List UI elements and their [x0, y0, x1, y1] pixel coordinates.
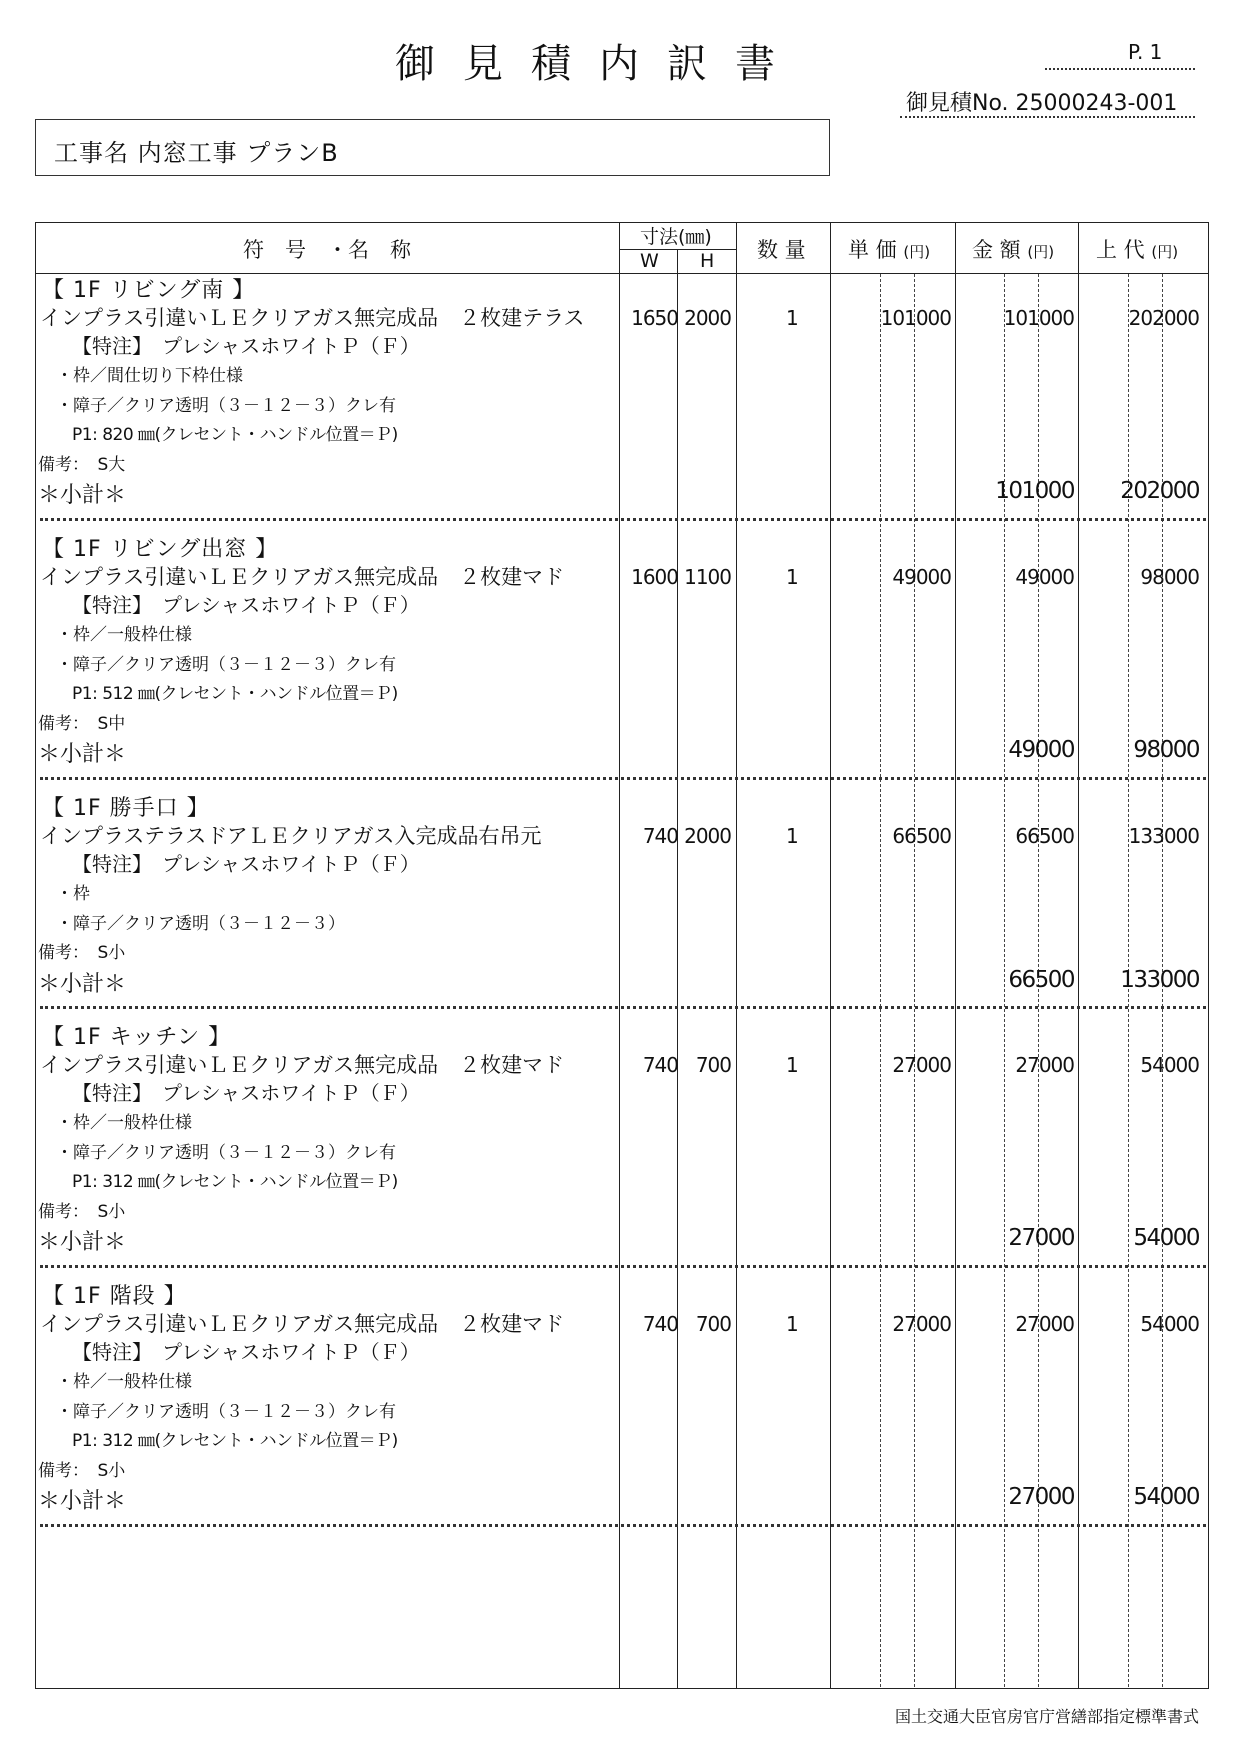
quantity-value: 1 — [786, 1053, 798, 1077]
detail-line: P1: 820 ㎜(クレセント・ハンドル位置＝Ｐ) — [72, 425, 398, 445]
width-value: 740 — [642, 1053, 678, 1077]
product-name: インプラス引違いＬＥクリアガス無完成品 ２枚建マド — [40, 1312, 565, 1336]
amount-value: 49000 — [1015, 565, 1074, 589]
document-title: 御見積内訳書 — [395, 41, 803, 87]
section-location: 【 1F 階段 】 — [42, 1284, 187, 1309]
dims-subheader-divider — [619, 249, 736, 250]
unit-price-value: 49000 — [892, 565, 951, 589]
width-value: 740 — [642, 824, 678, 848]
section-separator — [40, 518, 1206, 521]
page-number: P. 1 — [1128, 40, 1163, 64]
height-value: 1100 — [684, 565, 731, 589]
special-order: 【特注】 プレシャスホワイトＰ（Ｆ） — [72, 1340, 420, 1364]
section-location: 【 1F 勝手口 】 — [42, 796, 210, 821]
subtotal-amount: 27000 — [1008, 1484, 1074, 1510]
list-price-value: 133000 — [1128, 824, 1199, 848]
subtotal-label: ＊小計＊ — [38, 972, 127, 997]
list-price-value: 202000 — [1128, 306, 1199, 330]
subtotal-amount: 27000 — [1008, 1225, 1074, 1251]
product-name: インプラス引違いＬＥクリアガス無完成品 ２枚建マド — [40, 1053, 565, 1077]
detail-line: ・障子／クリア透明（３－１２－３） — [56, 914, 345, 934]
header-h: H — [700, 250, 715, 272]
section-location: 【 1F リビング出窓 】 — [42, 537, 279, 562]
section-separator — [40, 1006, 1206, 1009]
subtotal-list-price: 202000 — [1120, 478, 1199, 504]
list-price-value: 54000 — [1140, 1053, 1199, 1077]
header-name: 符 号 ・名 称 — [243, 238, 411, 262]
section-separator — [40, 1524, 1206, 1527]
subtotal-amount: 49000 — [1008, 737, 1074, 763]
header-w: W — [640, 250, 659, 272]
quantity-value: 1 — [786, 565, 798, 589]
unit-price-value: 27000 — [892, 1312, 951, 1336]
special-order: 【特注】 プレシャスホワイトＰ（Ｆ） — [72, 1081, 420, 1105]
special-order: 【特注】 プレシャスホワイトＰ（Ｆ） — [72, 334, 420, 358]
section-location: 【 1F キッチン 】 — [42, 1025, 232, 1050]
product-name: インプラステラスドアＬＥクリアガス入完成品右吊元 — [40, 824, 542, 848]
col-divider-wh — [677, 250, 678, 1689]
amount-value: 27000 — [1015, 1053, 1074, 1077]
remark: 備考： S中 — [38, 714, 126, 734]
remark: 備考： S小 — [38, 1461, 126, 1481]
header-list-price: 上 代 — [1096, 238, 1145, 262]
detail-line: ・障子／クリア透明（３－１２－３）クレ有 — [56, 1402, 396, 1422]
subtotal-list-price: 54000 — [1133, 1225, 1199, 1251]
quantity-value: 1 — [786, 824, 798, 848]
footer-standard-form: 国土交通大臣官房官庁営繕部指定標準書式 — [894, 1707, 1199, 1726]
width-value: 1650 — [631, 306, 678, 330]
amount-value: 27000 — [1015, 1312, 1074, 1336]
detail-line: P1: 312 ㎜(クレセント・ハンドル位置＝Ｐ) — [72, 1431, 398, 1451]
header-unit-price: 単 価 — [848, 238, 897, 262]
subtotal-label: ＊小計＊ — [38, 742, 127, 767]
remark: 備考： S大 — [38, 455, 126, 475]
amount-value: 66500 — [1015, 824, 1074, 848]
subtotal-amount: 101000 — [995, 478, 1074, 504]
height-value: 2000 — [684, 824, 731, 848]
subtotal-label: ＊小計＊ — [38, 1230, 127, 1255]
amount-value: 101000 — [1003, 306, 1074, 330]
unit-guide-2 — [914, 274, 915, 1687]
unit-price-value: 66500 — [892, 824, 951, 848]
header-amount-yen: (円) — [1027, 243, 1055, 261]
header-qty: 数 量 — [757, 238, 806, 262]
unit-guide-1 — [880, 274, 881, 1687]
subtotal-list-price: 98000 — [1133, 737, 1199, 763]
section-separator — [40, 777, 1206, 780]
unit-price-value: 101000 — [880, 306, 951, 330]
special-order: 【特注】 プレシャスホワイトＰ（Ｆ） — [72, 593, 420, 617]
detail-line: P1: 312 ㎜(クレセント・ハンドル位置＝Ｐ) — [72, 1172, 398, 1192]
remark: 備考： S小 — [38, 943, 126, 963]
section-separator — [40, 1265, 1206, 1268]
col-divider-qty — [830, 222, 831, 1689]
quantity-value: 1 — [786, 306, 798, 330]
col-divider-name — [619, 222, 620, 1689]
remark: 備考： S小 — [38, 1202, 126, 1222]
height-value: 700 — [695, 1312, 731, 1336]
detail-line: ・枠 — [56, 884, 90, 904]
width-value: 1600 — [631, 565, 678, 589]
page-number-underline — [1045, 68, 1195, 70]
subtotal-list-price: 133000 — [1120, 967, 1199, 993]
header-list-yen: (円) — [1151, 243, 1179, 261]
detail-line: ・枠／一般枠仕様 — [56, 1372, 192, 1392]
height-value: 2000 — [684, 306, 731, 330]
width-value: 740 — [642, 1312, 678, 1336]
col-divider-dims — [736, 222, 737, 1689]
unit-price-value: 27000 — [892, 1053, 951, 1077]
subtotal-list-price: 54000 — [1133, 1484, 1199, 1510]
detail-line: ・枠／一般枠仕様 — [56, 625, 192, 645]
detail-line: ・枠／一般枠仕様 — [56, 1113, 192, 1133]
col-divider-amount — [1078, 222, 1079, 1689]
estimate-number: 御見積No. 25000243-001 — [906, 91, 1178, 116]
subtotal-label: ＊小計＊ — [38, 1489, 127, 1514]
detail-line: ・障子／クリア透明（３－１２－３）クレ有 — [56, 396, 396, 416]
header-amount: 金 額 — [972, 238, 1021, 262]
list-price-value: 98000 — [1140, 565, 1199, 589]
list-price-value: 54000 — [1140, 1312, 1199, 1336]
height-value: 700 — [695, 1053, 731, 1077]
detail-line: ・障子／クリア透明（３－１２－３）クレ有 — [56, 655, 396, 675]
detail-line: P1: 512 ㎜(クレセント・ハンドル位置＝Ｐ) — [72, 684, 398, 704]
product-name: インプラス引違いＬＥクリアガス無完成品 ２枚建マド — [40, 565, 565, 589]
subtotal-amount: 66500 — [1008, 967, 1074, 993]
detail-line: ・枠／間仕切り下枠仕様 — [56, 366, 243, 386]
header-unit-yen: (円) — [903, 243, 931, 261]
section-location: 【 1F リビング南 】 — [42, 278, 256, 303]
project-name: 工事名 内窓工事 プランB — [54, 139, 339, 167]
subtotal-label: ＊小計＊ — [38, 483, 127, 508]
header-dims: 寸法(㎜) — [640, 226, 712, 248]
col-divider-unit — [955, 222, 956, 1689]
product-name: インプラス引違いＬＥクリアガス無完成品 ２枚建テラス — [40, 306, 585, 330]
detail-line: ・障子／クリア透明（３－１２－３）クレ有 — [56, 1143, 396, 1163]
estimate-number-underline — [900, 116, 1195, 118]
special-order: 【特注】 プレシャスホワイトＰ（Ｆ） — [72, 852, 420, 876]
quantity-value: 1 — [786, 1312, 798, 1336]
